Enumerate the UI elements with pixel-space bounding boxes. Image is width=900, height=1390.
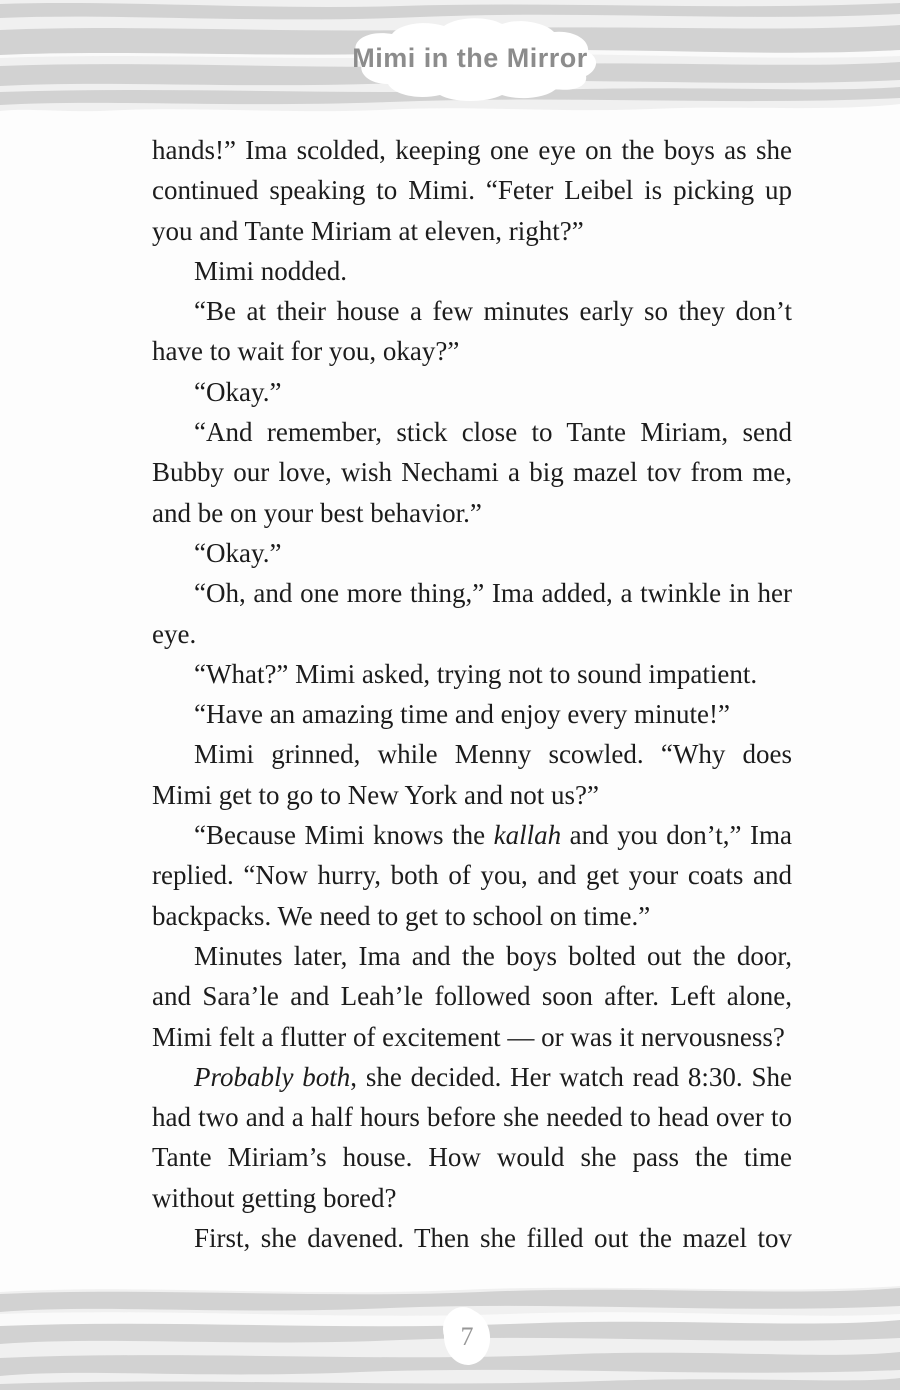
paragraph: Mimi nodded. — [194, 255, 347, 286]
paragraph: “Have an amazing time and enjoy every minute!” — [194, 699, 731, 730]
paragraph: Mimi grinned, while Menny scowled. “Why does Mimi get to go to New York and not us?” — [152, 739, 792, 810]
page-number: 7 — [460, 1322, 474, 1351]
paragraph: hands!” Ima scolded, keeping one eye on the boys as she continued speaking to Mimi. “Feter Leibel is picking up you and Tante Miriam at eleven, right?” — [152, 135, 792, 246]
page-text — [152, 130, 792, 1258]
paragraph: Minutes later, Ima and the boys bolted out the door, and Sara’le and Leah’le followed soon after. Left alone, Mimi felt a flutter of excitement — or was it nervousness? — [152, 940, 792, 1052]
paragraph: “And remember, stick close to Tante Miriam, send Bubby our love, wish Nechami a big mazel tov from me, and be on your best behavior.” — [152, 417, 792, 528]
running-head — [320, 34, 620, 82]
page-title: Mimi in the Mirror — [352, 42, 588, 73]
paragraph: “Because Mimi knows the kallah and you don’t,” Ima replied. “Now hurry, both of you, and get your coats and backpacks. We need to get to school on time.” — [152, 820, 792, 931]
paragraph: “Okay.” — [194, 537, 282, 568]
paragraph: “What?” Mimi asked, trying not to sound impatient. — [194, 658, 758, 689]
paragraph: First, she davened. Then she filled out the mazel tov — [194, 1223, 792, 1254]
paragraph: “Be at their house a few minutes early so they don’t have to wait for you, okay?” — [152, 296, 792, 367]
paragraph: “Oh, and one more thing,” Ima added, a twinkle in her eye. — [152, 578, 792, 649]
paragraph: “Okay.” — [194, 376, 282, 407]
paragraph: Probably both, she decided. Her watch read 8:30. She had two and a half hours before she needed to head over to Tante Miriam’s house. How would she pass the time without getting bored? — [152, 1061, 792, 1213]
